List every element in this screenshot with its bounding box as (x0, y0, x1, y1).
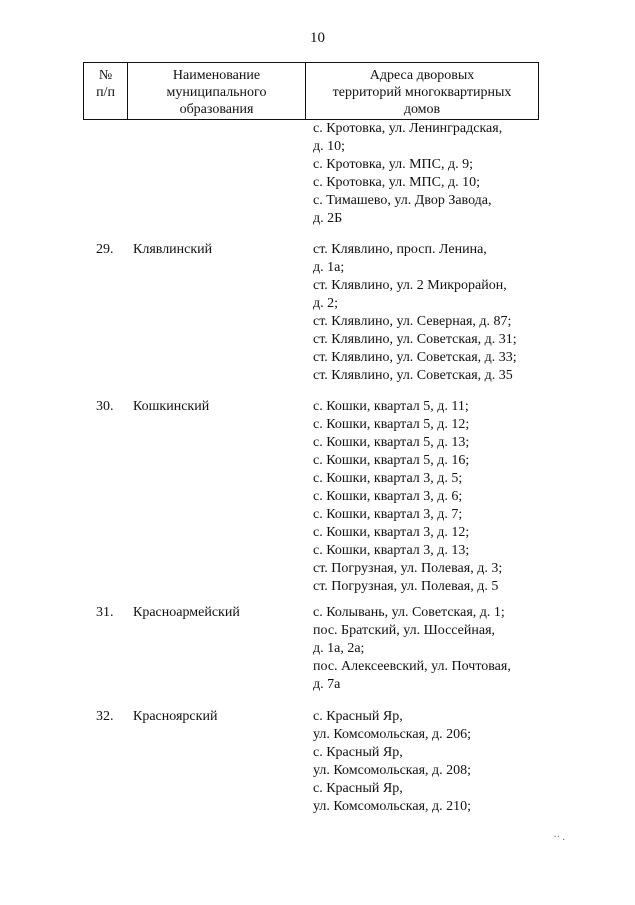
municipality-name: Красноармейский (133, 605, 240, 620)
address-line: с. Кошки, квартал 3, д. 12; (313, 525, 470, 540)
address-line: ул. Комсомольская, д. 206; (313, 727, 472, 742)
address-line: с. Кротовка, ул. МПС, д. 9; (313, 157, 473, 172)
municipality-name: Кошкинский (133, 399, 210, 414)
address-line: с. Кошки, квартал 3, д. 13; (313, 543, 470, 558)
header-col-number-line: № (98, 68, 113, 83)
scan-artifact: ·· . (553, 832, 565, 843)
row-number: 30. (96, 399, 114, 414)
header-col-municipality-line: образования (179, 102, 254, 117)
address-line: с. Кротовка, ул. МПС, д. 10; (313, 175, 480, 190)
address-line: ст. Погрузная, ул. Полевая, д. 5 (313, 579, 499, 594)
address-line: д. 7а (313, 677, 341, 692)
address-list (313, 604, 563, 694)
address-line: ст. Клявлино, ул. Советская, д. 31; (313, 332, 517, 347)
header-col-addresses-line: Адреса дворовых (369, 68, 475, 83)
header-col-number-line: п/п (96, 85, 115, 100)
header-col-addresses (306, 63, 538, 119)
table-header (83, 62, 539, 120)
address-line: с. Кошки, квартал 3, д. 7; (313, 507, 463, 522)
address-line: с. Кошки, квартал 5, д. 12; (313, 417, 470, 432)
address-line: д. 1а; (313, 260, 345, 275)
address-line: ст. Клявлино, просп. Ленина, (313, 242, 487, 257)
municipality-name: Клявлинский (133, 242, 213, 257)
row-number: 31. (96, 605, 114, 620)
header-col-number (84, 63, 128, 119)
address-line: с. Красный Яр, (313, 745, 403, 760)
header-col-municipality-line: муниципального (166, 85, 267, 100)
municipality-name: Красноярский (133, 709, 218, 724)
continuation-addresses (313, 120, 563, 228)
row-number: 29. (96, 242, 114, 257)
address-line: д. 10; (313, 139, 346, 154)
header-col-municipality-line: Наименование (172, 68, 261, 83)
address-line: ст. Клявлино, ул. Советская, д. 35 (313, 368, 513, 383)
address-line: д. 2; (313, 296, 339, 311)
address-line: ул. Комсомольская, д. 210; (313, 799, 472, 814)
address-line: с. Кошки, квартал 3, д. 5; (313, 471, 463, 486)
header-col-municipality (128, 63, 306, 119)
address-line: ст. Клявлино, ул. 2 Микрорайон, (313, 278, 507, 293)
address-line: пос. Братский, ул. Шоссейная, (313, 623, 496, 638)
address-line: пос. Алексеевский, ул. Почтовая, (313, 659, 511, 674)
page-number: 10 (310, 30, 325, 46)
header-col-addresses-line: домов (403, 102, 441, 117)
address-line: с. Колывань, ул. Советская, д. 1; (313, 605, 505, 620)
address-line: с. Красный Яр, (313, 709, 403, 724)
address-line: с. Тимашево, ул. Двор Завода, (313, 193, 492, 208)
address-line: с. Кошки, квартал 5, д. 13; (313, 435, 470, 450)
address-line: д. 1а, 2а; (313, 641, 365, 656)
address-list (313, 708, 563, 816)
address-line: д. 2Б (313, 211, 343, 226)
address-list (313, 241, 563, 385)
address-line: с. Красный Яр, (313, 781, 403, 796)
address-line: с. Кротовка, ул. Ленинградская, (313, 121, 503, 136)
address-list (313, 398, 563, 596)
row-number: 32. (96, 709, 114, 724)
header-col-addresses-line: территорий многоквартирных (332, 85, 512, 100)
address-line: ст. Клявлино, ул. Советская, д. 33; (313, 350, 517, 365)
address-line: с. Кошки, квартал 3, д. 6; (313, 489, 463, 504)
address-line: ул. Комсомольская, д. 208; (313, 763, 472, 778)
address-line: ст. Клявлино, ул. Северная, д. 87; (313, 314, 512, 329)
address-line: с. Кошки, квартал 5, д. 11; (313, 399, 469, 414)
address-line: ст. Погрузная, ул. Полевая, д. 3; (313, 561, 503, 576)
address-line: с. Кошки, квартал 5, д. 16; (313, 453, 470, 468)
